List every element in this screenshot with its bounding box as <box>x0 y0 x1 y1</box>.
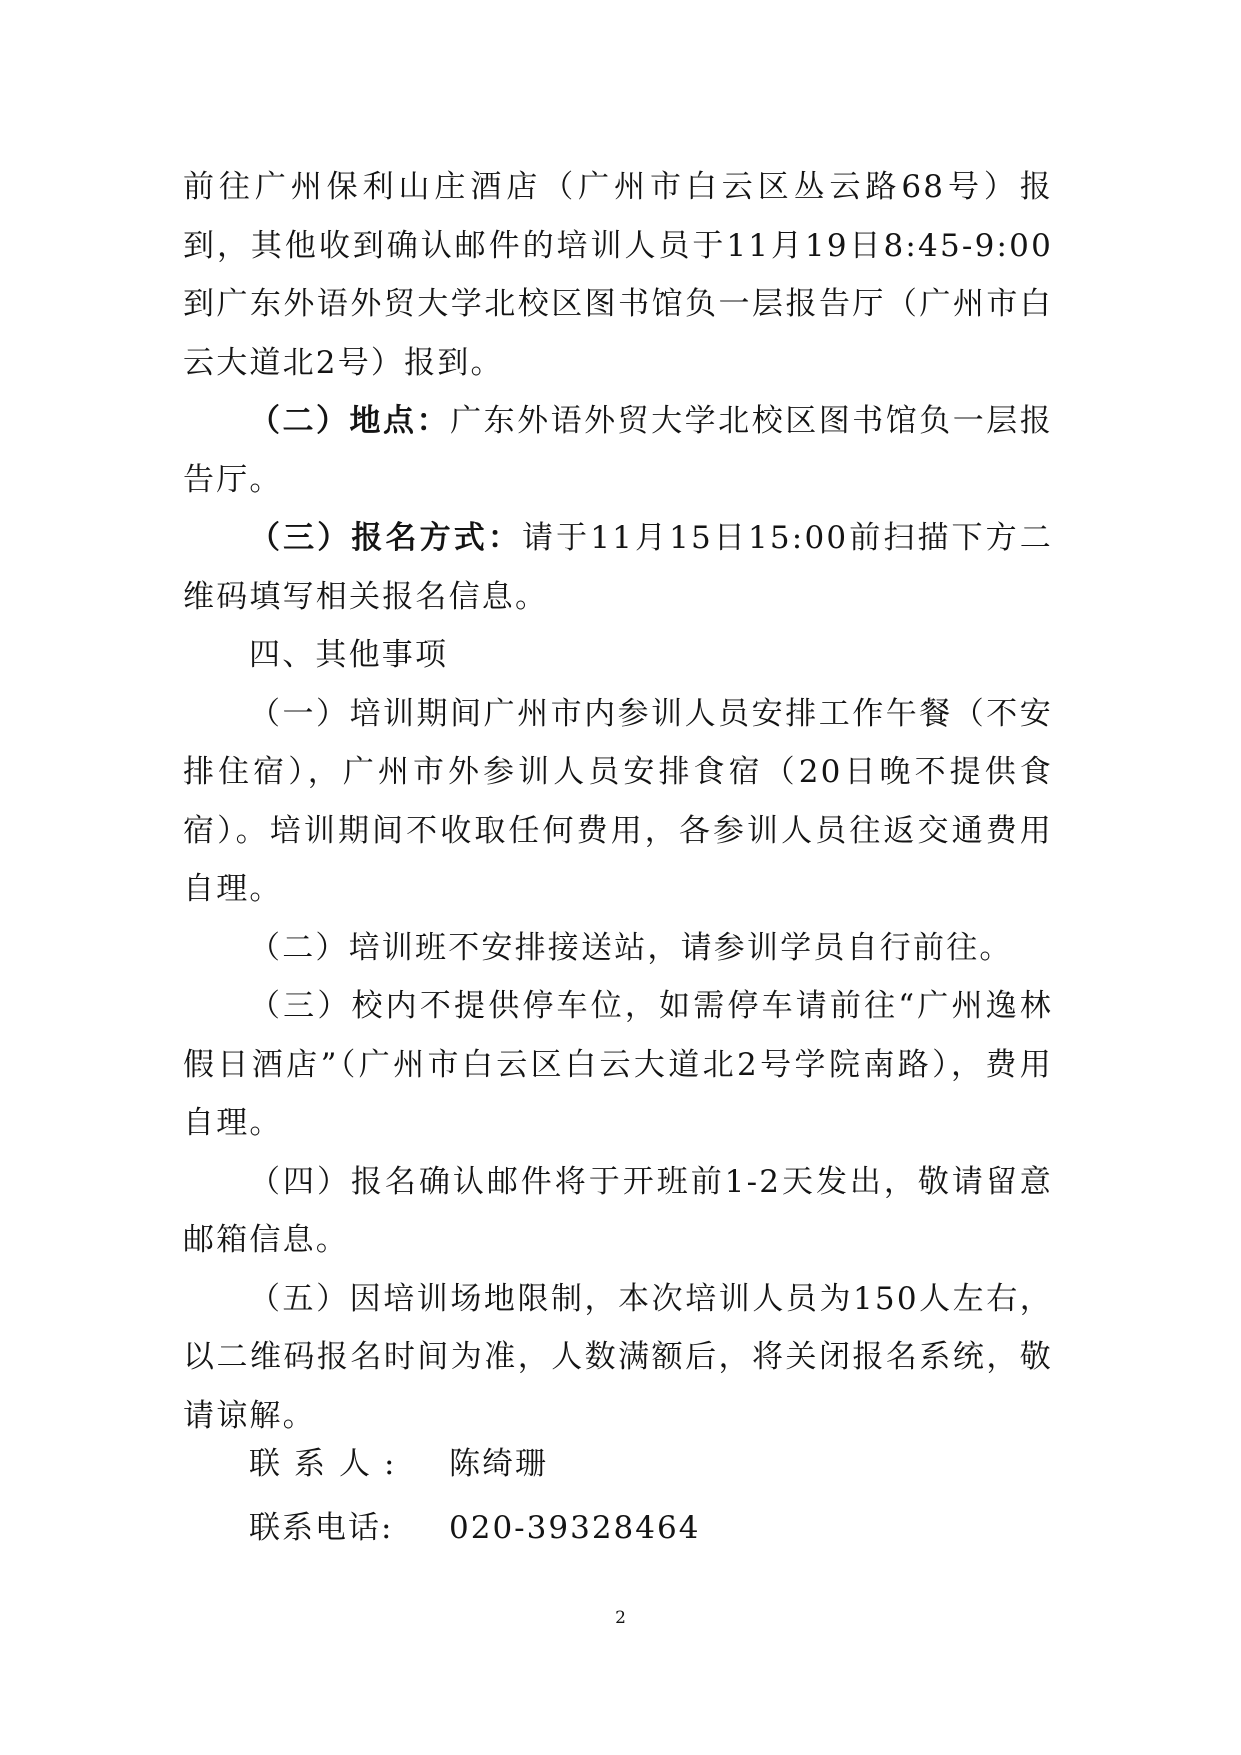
location-paragraph <box>183 392 1053 509</box>
section-heading-other-matters: 四、其他事项 <box>249 637 449 673</box>
other-item-1: （一）培训期间广州市内参训人员安排工作午餐（不安排住宿），广州市外参训人员安排食宿（20日晚不提供食宿）。培训期间不收取任何费用，各参训人员往返交通费用自理。 <box>183 695 1053 907</box>
signup-label: （三）报名方式： <box>249 520 522 556</box>
contact-phone-value: 020-39328464 <box>449 1510 701 1546</box>
contact-phone-label: 联系电话: <box>249 1510 394 1546</box>
contact-person-value: 陈绮珊 <box>449 1446 548 1482</box>
other-item-2: （二）培训班不安排接送站，请参训学员自行前往。 <box>249 929 1013 966</box>
contact-block <box>249 1432 700 1560</box>
location-label: （二）地点： <box>249 403 451 439</box>
signup-paragraph <box>183 509 1053 626</box>
contact-phone-row <box>249 1496 700 1560</box>
other-item-5: （五）因培训场地限制，本次培训人员为150人左右，以二维码报名时间为准，人数满额后，将关闭报名系统，敬请谅解。 <box>183 1280 1053 1434</box>
other-item-4: （四）报名确认邮件将于开班前1-2天发出，敬请留意邮箱信息。 <box>183 1163 1053 1258</box>
registration-paragraph: 前往广州保利山庄酒店（广州市白云区丛云路68号）报到，其他收到确认邮件的培训人员于11月19日8:45-9:00到广东外语外贸大学北校区图书馆负一层报告厅（广州市白云大道北2号）报到。 <box>183 169 1053 381</box>
location-text: 广东外语外贸大学北校区图书馆负一层报告厅。 <box>183 403 1053 498</box>
contact-person-label: 联系人: <box>249 1446 409 1482</box>
page-number: 2 <box>615 1608 626 1628</box>
body-text <box>183 158 1053 1445</box>
signup-text: 请于11月15日15:00前扫描下方二维码填写相关报名信息。 <box>183 520 1053 615</box>
contact-person-row <box>249 1432 700 1496</box>
other-item-3: （三）校内不提供停车位，如需停车请前往“广州逸林假日酒店”（广州市白云区白云大道北2号学院南路），费用自理。 <box>183 988 1053 1141</box>
